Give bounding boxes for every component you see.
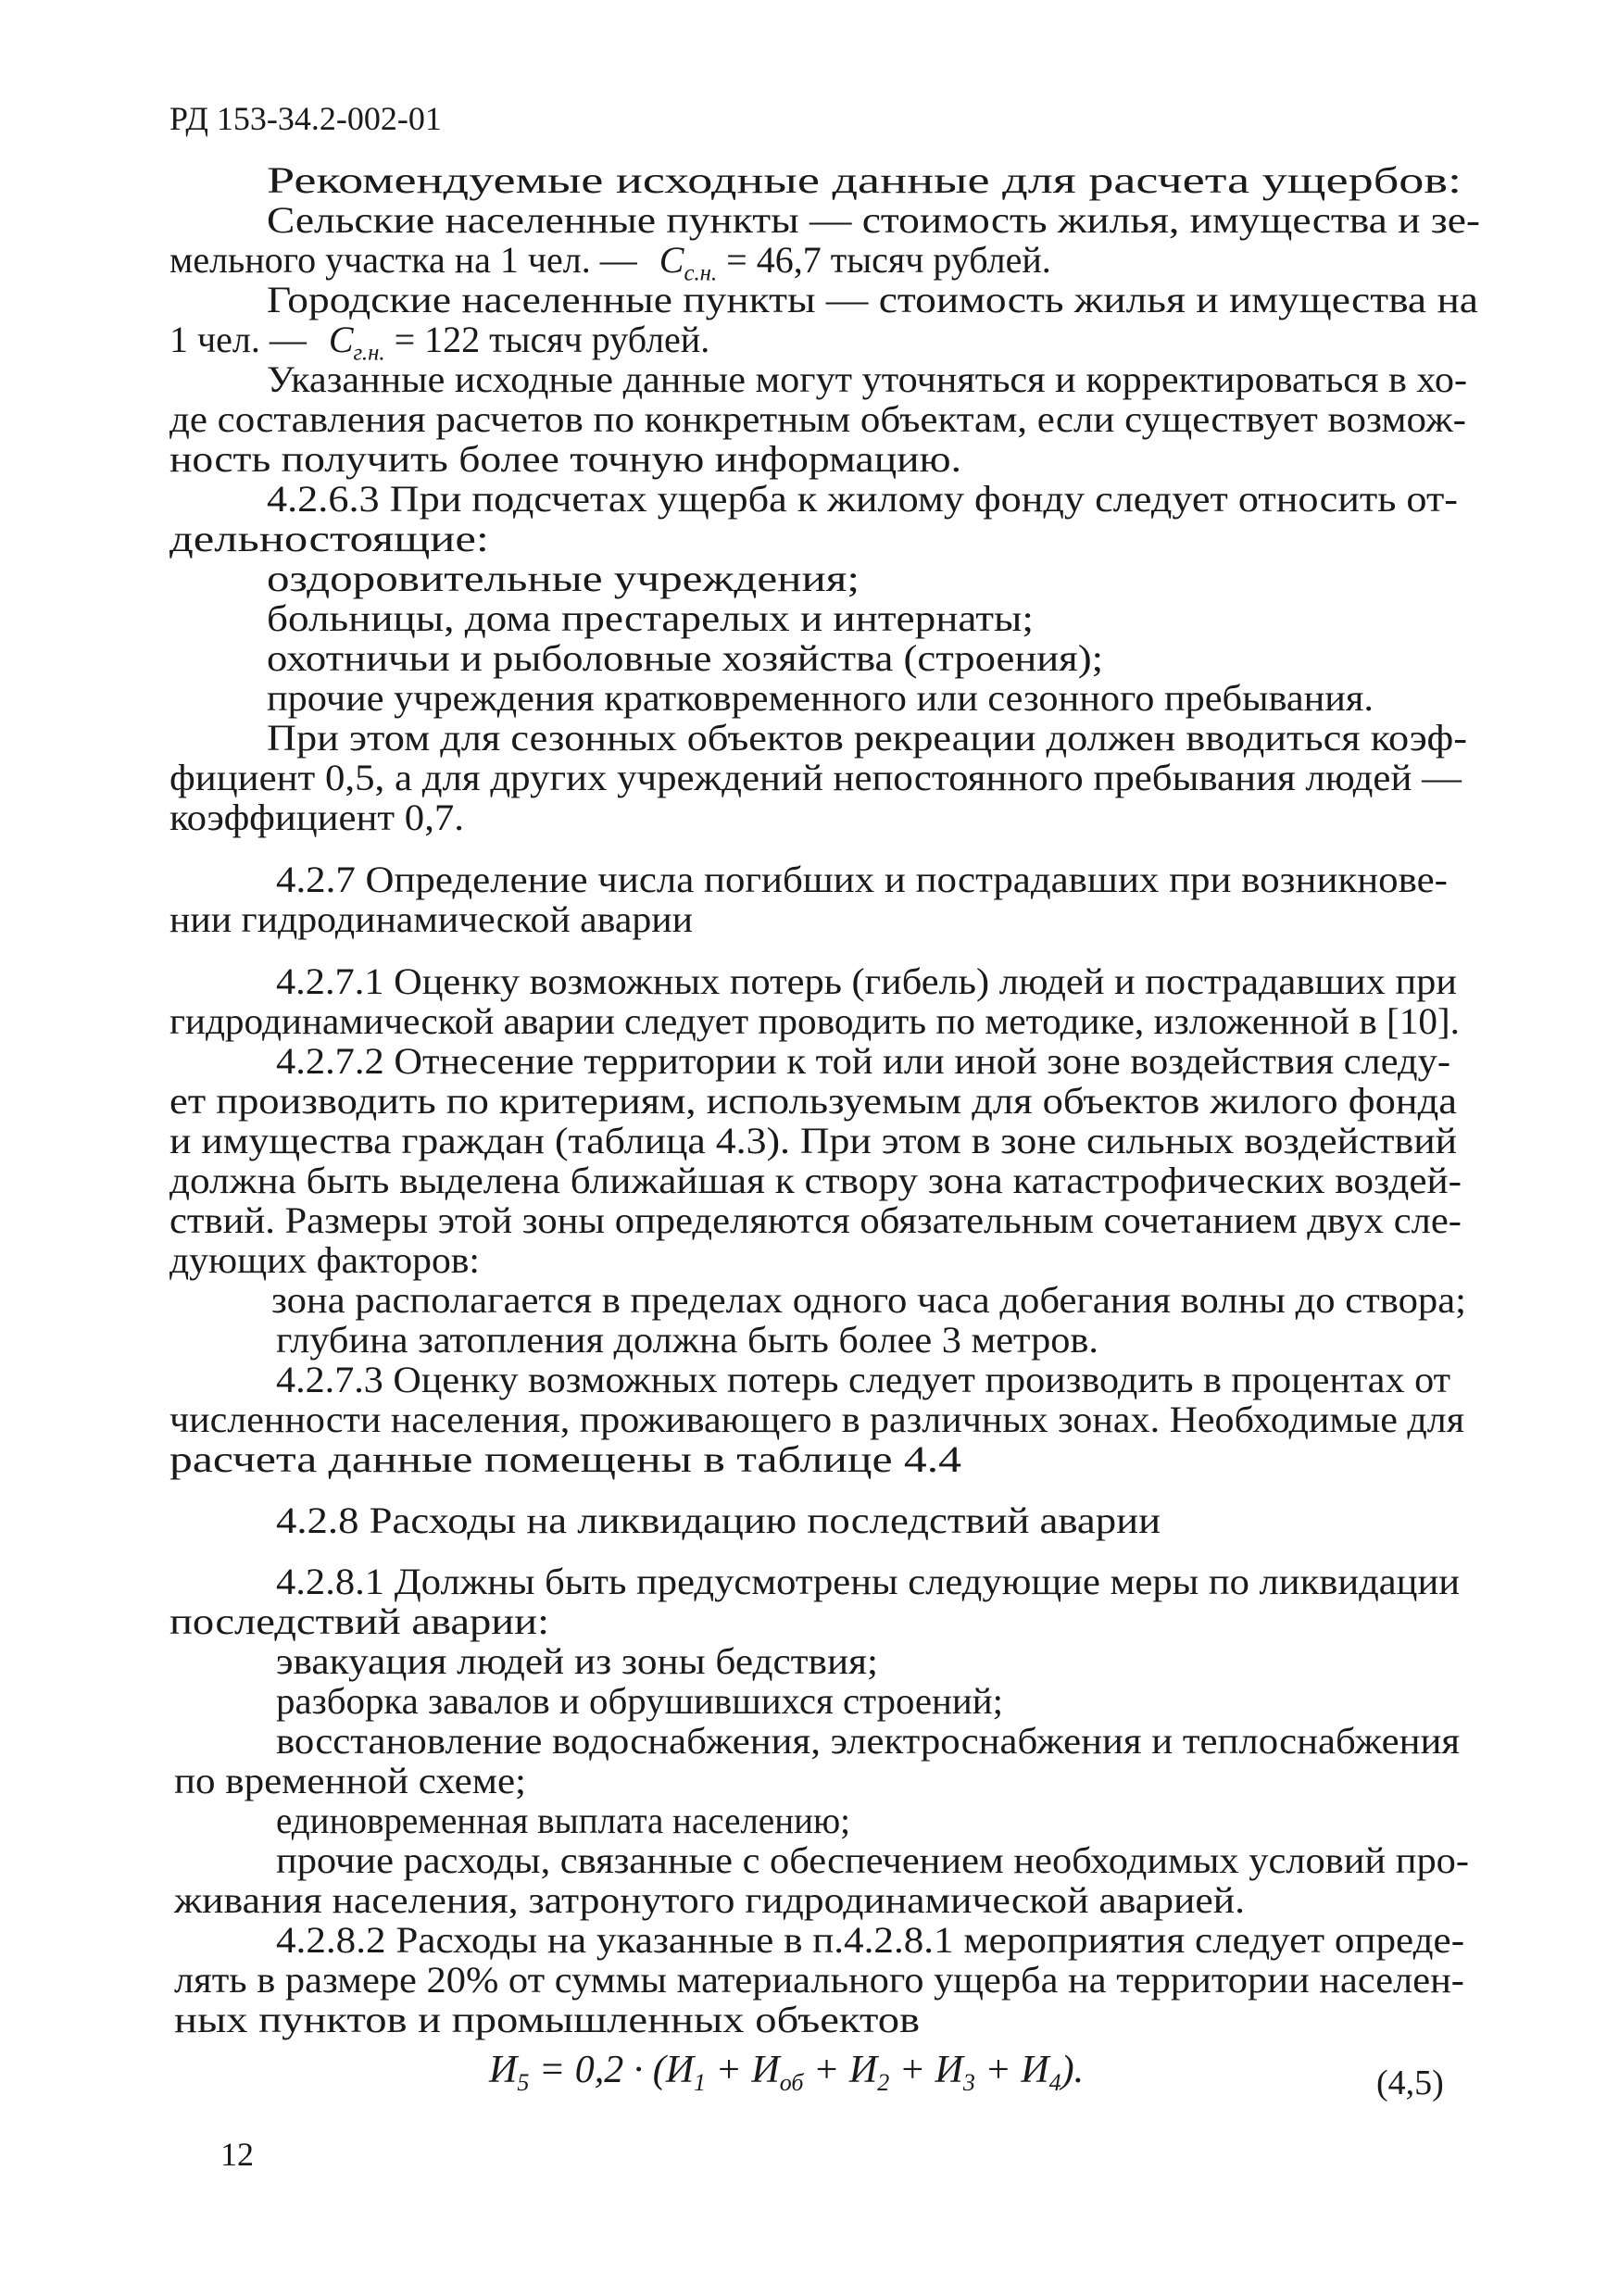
section-heading: нии гидродинамической аварии [169,898,694,940]
list-item: эвакуация людей из зоны бедствия; [276,1640,878,1682]
cost-symbol: $С_{с.н.}$ [659,239,718,286]
text-line: ных пунктов и промышленных объектов [174,1999,921,2040]
formula-symbol: И [665,2049,695,2091]
doc-code-header: РД 153-34.2-002-01 [169,100,442,137]
formula-subscript: 5 [517,2069,530,2097]
text-fragment: мельного участка на 1 чел. — [169,239,637,281]
text-line: Городские населенные пункты — стоимость жилья и имущества на [267,279,1478,320]
text-line: фициент 0,5, а для других учреждений непостоянного пребывания людей — [169,757,1462,798]
text-line: де составления расчетов по конкретным объектам, если существует возмож- [169,398,1466,440]
list-item: глубина затопления должна быть более 3 метров. [276,1319,1098,1361]
formula [489,2051,1084,2095]
list-item: прочие расходы, связанные с обеспечением необходимых условий про- [276,1839,1470,1881]
text-fragment: 1 чел. — [169,319,307,360]
text-line: лять в размере 20% от суммы материального ущерба на территории населен- [174,1959,1464,2001]
section-heading: 4.2.8 Расходы на ликвидацию последствий аварии [276,1499,1161,1541]
formula-operator: ). [1061,2049,1085,2091]
formula-symbol: И [1021,2049,1049,2091]
text-line: последствий аварии: [169,1600,550,1642]
list-item: зона располагается в пределах одного часа добегания волны до створа; [271,1279,1466,1321]
text-line: Указанные исходные данные могут уточняться и корректироваться в хо- [267,358,1468,400]
formula-subscript: об [779,2069,804,2097]
text-fragment: = 122 тысяч рублей. [394,319,710,360]
text-line: При этом для сезонных объектов рекреации должен вводиться коэф- [267,717,1467,759]
text-line: коэффициент 0,7. [169,797,464,838]
text-line: ет производить по критериям, используемым для объектов жилого фонда [169,1080,1457,1122]
formula-subscript: 3 [962,2069,975,2097]
formula-subscript: 4 [1048,2069,1061,2097]
formula-subscript: 2 [877,2069,890,2097]
text-line: живания населения, затронутого гидродинамической аварией. [174,1879,1246,1921]
formula-operator: + [985,2049,1011,2091]
formula-symbol: И [935,2049,963,2091]
text-line: 4.2.7.1 Оценку возможных потерь (гибель) людей и пострадавших при [276,960,1457,1002]
text-line: ность получить более точную информацию. [169,438,962,480]
text-line: 4.2.7.2 Отнесение территории к той или иной зоне воздействия следу- [276,1040,1450,1082]
text-line: должна быть выделена ближайшая к створу зона катастрофических воздей- [169,1160,1462,1201]
text-line: 4.2.8.2 Расходы на указанные в п.4.2.8.1 мероприятия следует опреде- [276,1919,1465,1961]
formula-operator: = 0,2 · ( [538,2049,666,2091]
list-item: оздоровительные учреждения; [267,558,860,599]
list-item: прочие учреждения кратковременного или сезонного пребывания. [267,677,1374,719]
section-heading: 4.2.7 Определение числа погибших и пострадавших при возникнове- [276,859,1448,900]
list-item: разборка завалов и обрушившихся строений; [276,1680,1004,1722]
text-fragment: = 46,7 тысяч рублей. [726,239,1051,281]
formula-operator: + [813,2049,840,2091]
text-line: по временной схеме; [174,1760,527,1801]
formula-operator: + [715,2049,742,2091]
list-item: единовременная выплата населению; [276,1800,851,1841]
formula-operator: + [898,2049,926,2091]
text-line: ствий. Размеры этой зоны определяются обязательным сочетанием двух сле- [169,1199,1462,1241]
text-line: 4.2.8.1 Должны быть предусмотрены следующие меры по ликвидации [276,1561,1461,1602]
text-line: гидродинамической аварии следует проводить по методике, изложенной в [10]. [169,1000,1460,1042]
text-line: 4.2.6.3 При подсчетах ущерба к жилому фонду следует относить от- [267,478,1459,520]
equation-number: (4,5) [1376,2064,1444,2102]
list-item: больницы, дома престарелых и интернаты; [267,597,1034,639]
page-number: 12 [220,2136,254,2173]
text-line: дельностоящие: [169,518,489,559]
text-line: 4.2.7.3 Оценку возможных потерь следует производить в процентах от [276,1359,1451,1400]
text-line: численности населения, проживающего в различных зонах. Необходимые для [169,1399,1465,1440]
text-line: Сельские населенные пункты — стоимость жилья, имущества и зе- [267,199,1481,241]
list-item: охотничьи и рыболовные хозяйства (строения); [267,637,1104,679]
text-line: и имущества граждан (таблица 4.3). При этом в зоне сильных воздействий [169,1120,1458,1161]
cost-symbol: $С_{г.н.}$ [328,319,385,366]
formula-subscript: 1 [694,2069,707,2097]
formula-symbol: И [751,2049,780,2091]
list-item: восстановление водоснабжения, электроснабжения и теплоснабжения [276,1720,1461,1762]
text-line: Рекомендуемые исходные данные для расчета ущербов: [267,159,1462,201]
formula-symbol: И [848,2049,878,2091]
formula-symbol: И [489,2049,518,2091]
text-line: дующих факторов: [169,1239,480,1281]
text-line: расчета данные помещены в таблице 4.4 [169,1438,961,1480]
